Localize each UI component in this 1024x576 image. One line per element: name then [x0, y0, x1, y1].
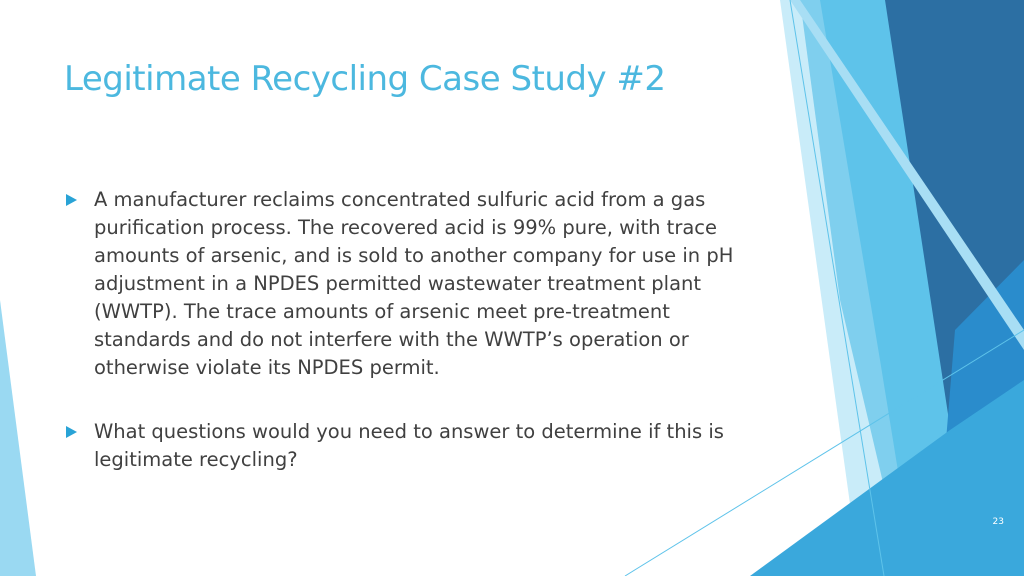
bullet-item — [64, 186, 764, 382]
bullet-text: A manufacturer reclaims concentrated sulfuric acid from a gas purification process. The recovered acid is 99% pure, with trace amounts of arsenic, and is sold to another company for use in pH adjustment in a NPDES permitted wastewater treatment plant (WWTP). The trace amounts of arsenic meet pre-treatment standards and do not interfere with the WWTP’s operation or otherwise violate its NPDES permit. — [94, 188, 734, 379]
slide-title: Legitimate Recycling Case Study #2 — [64, 59, 666, 99]
bullet-text: What questions would you need to answer to determine if this is legitimate recycling? — [94, 420, 724, 471]
left-edge-facet — [0, 300, 36, 576]
triangle-bullet-icon — [66, 194, 77, 206]
bullet-list — [64, 186, 764, 474]
bullet-item — [64, 418, 764, 474]
triangle-bullet-icon — [66, 426, 77, 438]
page-number: 23 — [992, 517, 1004, 527]
